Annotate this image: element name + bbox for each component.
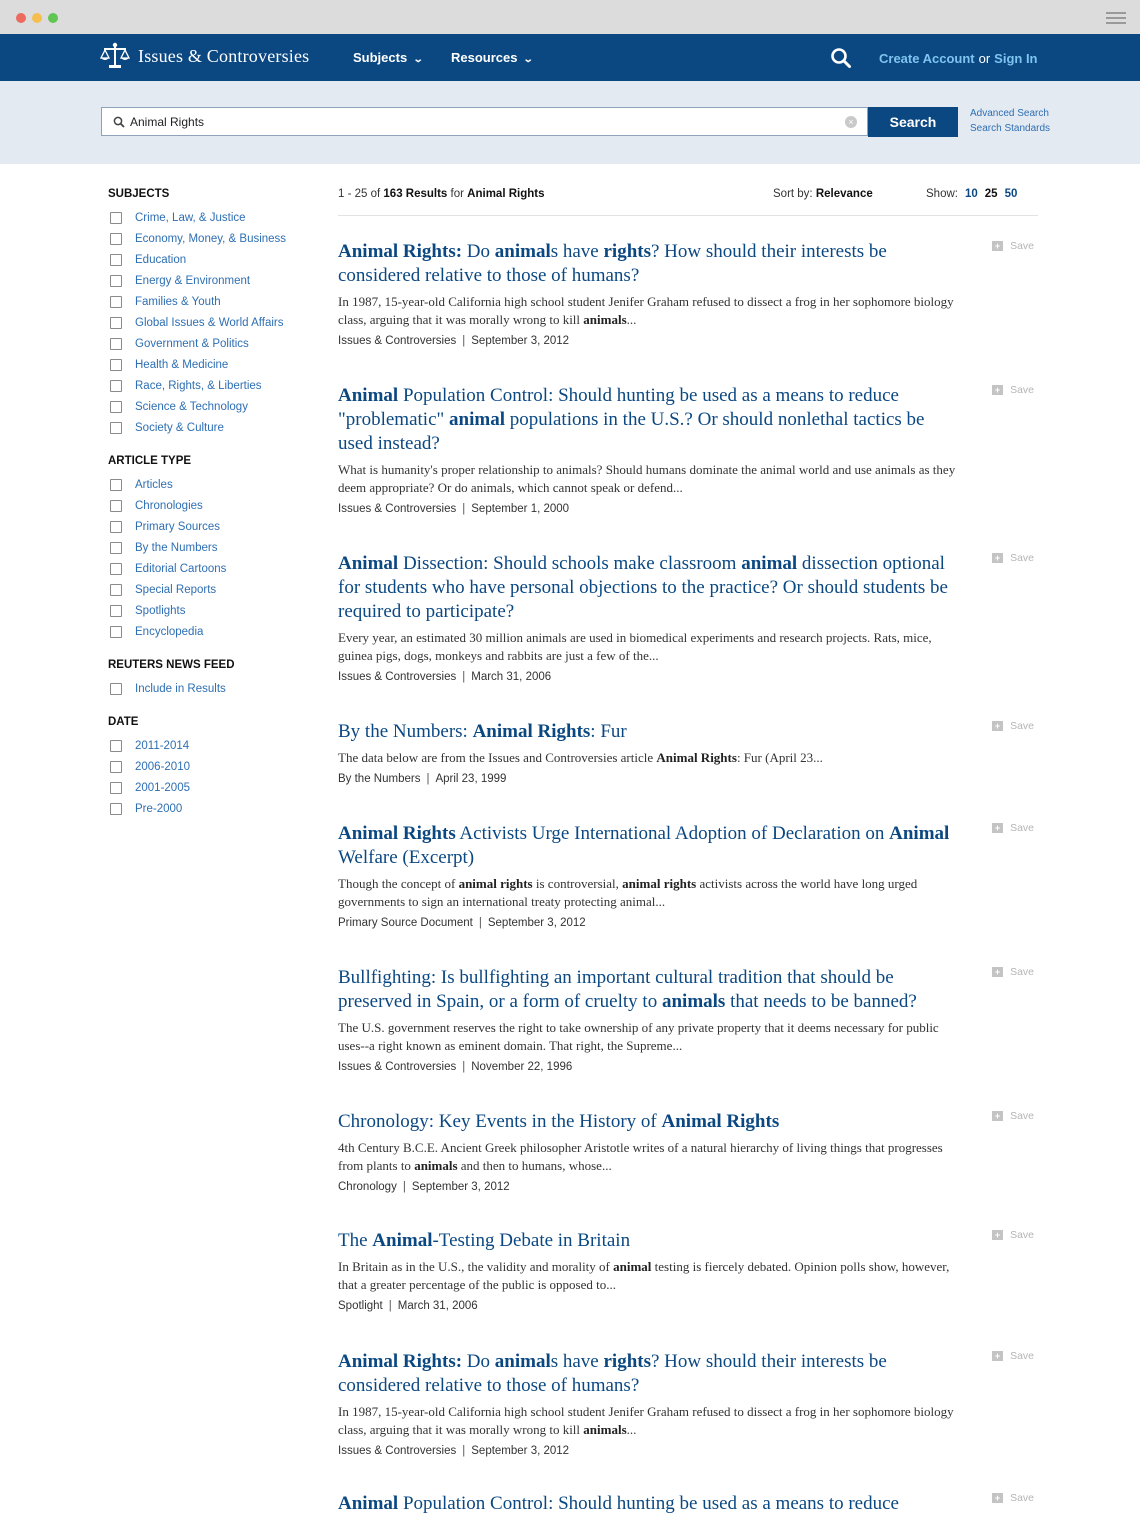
search-result: [338, 966, 1038, 1073]
facet-option-label: Economy, Money, & Business: [135, 232, 287, 245]
resources-menu-label: Resources: [451, 50, 518, 65]
facet-option-label: Race, Rights, & Liberties: [135, 379, 262, 392]
save-button[interactable]: [992, 384, 1034, 396]
text-segment: testing is fiercely debated. Opinion polls show, however, that a greater percentage of the public is opposed to...: [338, 1259, 950, 1292]
text-segment: Bullfighting: Is bullfighting an important cultural tradition that should be preserved in Spain, or a form of cruelty to: [338, 967, 894, 1012]
result-snippet: [338, 1258, 963, 1294]
search-input[interactable]: [130, 112, 830, 132]
highlighted-term: Animal Rights:: [338, 1351, 463, 1372]
site-title: Issues & Controversies: [138, 45, 310, 66]
checkbox[interactable]: [110, 212, 122, 224]
text-segment: populations in the U.S.? Or should nonlethal tactics be used instead?: [338, 409, 925, 454]
text-segment: dissection optional for students who have personal objections to the practice? Or should students be required to participate?: [338, 553, 948, 622]
text-segment: The: [338, 1230, 373, 1251]
checkbox[interactable]: [110, 782, 122, 794]
save-button[interactable]: [992, 822, 1034, 834]
save-folder-icon: +: [992, 1111, 1003, 1121]
result-snippet: [338, 629, 963, 665]
save-folder-icon: +: [992, 385, 1003, 395]
text-segment: ...: [626, 312, 637, 327]
facet-group: [108, 714, 308, 819]
search-result: [338, 552, 1038, 683]
highlighted-term: animals: [583, 1422, 627, 1437]
checkbox[interactable]: [110, 542, 122, 554]
search-icon: [113, 116, 125, 128]
facet-option-label: Energy & Environment: [135, 274, 251, 287]
text-segment: By the Numbers:: [338, 721, 473, 742]
minimize-window-dot[interactable]: [32, 13, 42, 23]
search-band: [0, 81, 1140, 164]
checkbox[interactable]: [110, 803, 122, 815]
results-header: [338, 186, 1038, 216]
result-query: Animal Rights: [467, 188, 545, 200]
facet-option-label: Education: [135, 253, 187, 266]
text-segment: Do: [462, 1351, 495, 1372]
checkbox[interactable]: [110, 626, 122, 638]
save-label: Save: [1010, 822, 1034, 834]
result-source: Issues & Controversies: [338, 671, 457, 683]
text-segment: The data below are from the Issues and Controversies article: [338, 750, 657, 765]
text-segment: ? How should their interests be considered relative to those of humans?: [338, 241, 887, 286]
save-folder-icon: +: [992, 1230, 1003, 1240]
search-result: [338, 1110, 1038, 1193]
result-snippet: [338, 461, 963, 497]
highlighted-term: Animal Rights:: [338, 241, 463, 262]
save-folder-icon: +: [992, 967, 1003, 977]
facet-option-label: Science & Technology: [135, 400, 248, 413]
save-button[interactable]: [992, 1350, 1034, 1362]
highlighted-term: Animal Rights: [338, 823, 456, 844]
checkbox[interactable]: [110, 563, 122, 575]
facet-option[interactable]: [108, 600, 308, 621]
search-box: [101, 107, 868, 136]
text-segment: Population Control: Should hunting be used as a means to reduce "problematic": [338, 385, 899, 430]
search-result: [338, 1350, 1038, 1457]
result-source: Issues & Controversies: [338, 1445, 457, 1457]
result-meta: [338, 671, 1038, 683]
checkbox[interactable]: [110, 380, 122, 392]
meta-separator: |: [426, 773, 430, 785]
text-segment: -Testing Debate in Britain: [432, 1230, 631, 1251]
highlighted-term: animal: [494, 241, 551, 262]
highlighted-term: animals: [414, 1158, 458, 1173]
highlighted-term: animal: [449, 409, 505, 430]
show-50-option[interactable]: 50: [1004, 188, 1018, 200]
result-meta: [338, 1061, 1038, 1073]
text-segment: ...: [626, 1422, 637, 1437]
facet-title: ARTICLE TYPE: [108, 455, 192, 467]
facet-option-label: Encyclopedia: [135, 625, 204, 638]
facet-option[interactable]: [108, 537, 308, 558]
result-meta: [338, 773, 1038, 785]
result-date: March 31, 2006: [471, 671, 552, 683]
facet-option[interactable]: [108, 207, 308, 228]
facet-option-label: Health & Medicine: [135, 358, 229, 371]
highlighted-term: Animal: [372, 1230, 433, 1251]
facet-sidebar: [108, 186, 308, 834]
facet-option-label: Global Issues & World Affairs: [135, 316, 284, 329]
text-segment: that needs to be banned?: [725, 991, 917, 1012]
result-source: Primary Source Document: [338, 917, 473, 929]
result-meta: [338, 1445, 1038, 1457]
facet-group: [108, 453, 308, 642]
facet-option-label: 2011-2014: [135, 739, 190, 752]
show-label: Show:: [926, 188, 958, 200]
text-segment: is controversial,: [532, 876, 623, 891]
facet-title: DATE: [108, 716, 139, 728]
result-snippet: [338, 875, 963, 911]
result-date: September 3, 2012: [411, 1181, 510, 1193]
save-label: Save: [1010, 1350, 1034, 1362]
facet-option-label: Society & Culture: [135, 421, 224, 434]
facet-option[interactable]: [108, 756, 308, 777]
result-title-link[interactable]: [338, 552, 963, 624]
highlighted-term: animals: [583, 312, 627, 327]
subjects-menu[interactable]: [353, 50, 423, 65]
save-button[interactable]: [992, 1492, 1034, 1504]
show-25-option[interactable]: 25: [984, 188, 998, 200]
chevron-down-icon: ⌄: [412, 54, 424, 65]
facet-option[interactable]: [108, 249, 308, 270]
result-meta: [338, 917, 1038, 929]
result-source: Chronology: [338, 1181, 397, 1193]
subjects-menu-label: Subjects: [353, 50, 408, 65]
or-text: or: [978, 51, 991, 66]
text-segment: activists across the world have long urged governments to sign an international treaty protecting animal...: [338, 876, 918, 909]
site-logo[interactable]: [100, 42, 309, 70]
text-segment: Population Control: Should hunting be used as a means to reduce: [398, 1493, 899, 1514]
chevron-down-icon: ⌄: [523, 54, 535, 65]
facet-title: REUTERS NEWS FEED: [108, 659, 235, 671]
save-label: Save: [1010, 384, 1034, 396]
text-segment: ? How should their interests be considered relative to those of humans?: [338, 1351, 887, 1396]
facet-option-label: Families & Youth: [135, 295, 221, 308]
close-window-dot[interactable]: [16, 13, 26, 23]
result-title-link[interactable]: [338, 720, 963, 744]
facet-option[interactable]: [108, 798, 308, 819]
meta-separator: |: [462, 1061, 466, 1073]
search-result: [338, 1492, 1038, 1516]
checkbox[interactable]: [110, 254, 122, 266]
checkbox[interactable]: [110, 605, 122, 617]
highlighted-term: animal rights: [458, 876, 533, 891]
hamburger-menu-icon[interactable]: [1106, 12, 1126, 25]
result-date: April 23, 1999: [435, 773, 507, 785]
show-10-option[interactable]: 10: [964, 188, 978, 200]
result-snippet: [338, 749, 963, 767]
save-folder-icon: +: [992, 1351, 1003, 1361]
highlighted-term: Animal Rights: [656, 750, 737, 765]
result-date: September 3, 2012: [471, 1445, 570, 1457]
checkbox[interactable]: [110, 359, 122, 371]
highlighted-term: animal: [613, 1259, 652, 1274]
save-label: Save: [1010, 720, 1034, 732]
search-results: [338, 186, 1038, 1514]
facet-option[interactable]: [108, 678, 308, 699]
search-button[interactable]: Search: [868, 107, 958, 137]
checkbox[interactable]: [110, 338, 122, 350]
highlighted-term: Animal: [338, 1493, 399, 1514]
clear-search-icon[interactable]: ×: [845, 116, 857, 128]
facet-title: SUBJECTS: [108, 188, 170, 200]
facet-option-label: 2001-2005: [135, 781, 190, 794]
facet-option[interactable]: [108, 579, 308, 600]
text-segment: Do: [462, 241, 495, 262]
facet-group: [108, 657, 308, 699]
checkbox[interactable]: [110, 422, 122, 434]
save-label: Save: [1010, 552, 1034, 564]
facet-option-label: Government & Politics: [135, 337, 249, 350]
facet-option[interactable]: [108, 474, 308, 495]
facet-option-label: Articles: [135, 478, 173, 491]
sort-control[interactable]: [773, 188, 873, 200]
facet-option[interactable]: [108, 777, 308, 798]
search-result: [338, 1229, 1038, 1312]
highlighted-term: Animal Rights: [661, 1111, 780, 1132]
result-source: By the Numbers: [338, 773, 421, 785]
facet-option-label: Chronologies: [135, 499, 203, 512]
meta-separator: |: [478, 917, 482, 929]
facet-option-label: Crime, Law, & Justice: [135, 211, 246, 224]
save-label: Save: [1010, 1110, 1034, 1122]
save-button[interactable]: [992, 240, 1034, 252]
facet-option-label: Editorial Cartoons: [135, 562, 227, 575]
account-links: [879, 51, 1038, 66]
text-segment: 4th Century B.C.E. Ancient Greek philosopher Aristotle writes of a natural hierarchy of living things that progresses from plants to: [338, 1140, 943, 1173]
result-snippet: [338, 293, 963, 329]
text-segment: and then to humans, whose...: [457, 1158, 612, 1173]
highlighted-term: Animal Rights: [472, 721, 591, 742]
save-folder-icon: +: [992, 1493, 1003, 1503]
save-button[interactable]: [992, 720, 1034, 732]
page-size-control: [926, 188, 1017, 200]
facet-option[interactable]: [108, 396, 308, 417]
facet-option-label: Pre-2000: [135, 802, 183, 815]
search-result: [338, 822, 1038, 929]
save-folder-icon: +: [992, 721, 1003, 731]
highlighted-term: animal: [494, 1351, 551, 1372]
result-title-link[interactable]: [338, 966, 963, 1014]
search-result: [338, 720, 1038, 785]
checkbox[interactable]: [110, 740, 122, 752]
text-segment: Welfare (Excerpt): [338, 847, 475, 868]
result-title-link[interactable]: [338, 384, 963, 456]
facet-option[interactable]: [108, 558, 308, 579]
result-title-link[interactable]: [338, 1492, 963, 1516]
text-segment: In Britain as in the U.S., the validity and morality of: [338, 1259, 614, 1274]
search-links: [970, 106, 1050, 136]
checkbox[interactable]: [110, 296, 122, 308]
result-for-text: for: [450, 188, 464, 200]
scales-of-justice-icon: [100, 42, 130, 70]
result-meta: [338, 1300, 1038, 1312]
text-segment: In 1987, 15-year-old California high school student Jenifer Graham refused to dissect a frog in her sophomore biology class, arguing that it was morally wrong to kill: [338, 294, 954, 327]
text-segment: s have: [550, 1351, 604, 1372]
checkbox[interactable]: [110, 401, 122, 413]
checkbox[interactable]: [110, 317, 122, 329]
save-label: Save: [1010, 1229, 1034, 1241]
checkbox[interactable]: [110, 500, 122, 512]
result-source: Spotlight: [338, 1300, 383, 1312]
facet-option-label: By the Numbers: [135, 541, 218, 554]
save-button[interactable]: [992, 966, 1034, 978]
sort-label: Sort by:: [773, 188, 813, 200]
facet-option[interactable]: [108, 495, 308, 516]
result-date: November 22, 1996: [471, 1061, 573, 1073]
highlighted-term: rights: [603, 241, 651, 262]
save-label: Save: [1010, 1492, 1034, 1504]
meta-separator: |: [462, 671, 466, 683]
text-segment: : Fur: [590, 721, 627, 742]
result-source: Issues & Controversies: [338, 1061, 457, 1073]
result-count: [338, 188, 544, 200]
facet-option-label: Special Reports: [135, 583, 217, 596]
resources-menu[interactable]: [451, 50, 533, 65]
maximize-window-dot[interactable]: [48, 13, 58, 23]
result-title-link[interactable]: [338, 1110, 963, 1134]
facet-option[interactable]: [108, 333, 308, 354]
highlighted-term: animals: [661, 991, 726, 1012]
result-title-link[interactable]: [338, 1350, 963, 1398]
result-date: September 1, 2000: [471, 503, 570, 515]
text-segment: Though the concept of: [338, 876, 459, 891]
checkbox[interactable]: [110, 584, 122, 596]
facet-option[interactable]: [108, 354, 308, 375]
result-source: Issues & Controversies: [338, 503, 457, 515]
facet-option[interactable]: [108, 417, 308, 438]
meta-separator: |: [462, 335, 466, 347]
text-segment: Activists Urge International Adoption of Declaration on: [455, 823, 890, 844]
text-segment: The U.S. government reserves the right to take ownership of any private property that it deems necessary for public uses--a right known as eminent domain. That right, the Supreme...: [338, 1020, 939, 1053]
browser-chrome: [0, 0, 1140, 34]
result-snippet: [338, 1139, 963, 1175]
search-standards-link[interactable]: Search Standards: [970, 123, 1051, 134]
save-button[interactable]: [992, 1110, 1034, 1122]
result-meta: [338, 335, 1038, 347]
result-range: 1 - 25 of: [338, 188, 381, 200]
facet-option[interactable]: [108, 735, 308, 756]
checkbox[interactable]: [110, 479, 122, 491]
highlighted-term: animal rights: [622, 876, 697, 891]
save-button[interactable]: [992, 552, 1034, 564]
facet-option[interactable]: [108, 375, 308, 396]
checkbox[interactable]: [110, 275, 122, 287]
facet-option-label: Primary Sources: [135, 520, 220, 533]
sort-value[interactable]: Relevance: [815, 188, 873, 200]
text-segment: Dissection: Should schools make classroom: [398, 553, 742, 574]
sign-in-link[interactable]: Sign In: [994, 51, 1038, 66]
text-segment: s have: [550, 241, 604, 262]
facet-option[interactable]: [108, 270, 308, 291]
save-label: Save: [1010, 966, 1034, 978]
result-date: September 3, 2012: [471, 335, 570, 347]
result-date: September 3, 2012: [487, 917, 586, 929]
top-navigation: [0, 34, 1140, 81]
save-label: Save: [1010, 240, 1034, 252]
result-title-link[interactable]: [338, 822, 963, 870]
search-result: [338, 384, 1038, 515]
checkbox[interactable]: [110, 521, 122, 533]
highlighted-term: animal: [741, 553, 798, 574]
meta-separator: |: [402, 1181, 406, 1193]
text-segment: : Fur (April 23...: [736, 750, 823, 765]
facet-group: [108, 186, 308, 438]
checkbox[interactable]: [110, 233, 122, 245]
facet-option[interactable]: [108, 516, 308, 537]
facet-option-label: 2006-2010: [135, 760, 190, 773]
result-source: Issues & Controversies: [338, 335, 457, 347]
meta-separator: |: [462, 1445, 466, 1457]
save-button[interactable]: [992, 1229, 1034, 1241]
save-folder-icon: +: [992, 553, 1003, 563]
facet-option-label: Spotlights: [135, 604, 186, 617]
highlighted-term: Animal: [889, 823, 950, 844]
result-date: March 31, 2006: [397, 1300, 478, 1312]
meta-separator: |: [462, 503, 466, 515]
text-segment: What is humanity's proper relationship to animals? Should humans dominate the animal world and use animals as they deem appropriate? Or do animals, which cannot speak or defend...: [338, 462, 956, 495]
search-result: [338, 240, 1038, 347]
result-snippet: [338, 1403, 963, 1439]
text-segment: Every year, an estimated 30 million animals are used in biomedical experiments and research projects. Rats, mice, guinea pigs, dogs, monkeys and rabbits are just a few of the...: [338, 630, 932, 663]
facet-option-label: Include in Results: [135, 682, 226, 695]
result-snippet: [338, 1019, 963, 1055]
highlighted-term: Animal: [338, 553, 399, 574]
result-total: 163 Results: [383, 188, 448, 200]
meta-separator: |: [388, 1300, 392, 1312]
highlighted-term: Animal: [338, 385, 399, 406]
checkbox[interactable]: [110, 683, 122, 695]
save-folder-icon: +: [992, 241, 1003, 251]
highlighted-term: rights: [603, 1351, 651, 1372]
result-title-link[interactable]: [338, 240, 963, 288]
result-meta: [338, 503, 1038, 515]
facet-option[interactable]: [108, 621, 308, 642]
facet-option[interactable]: [108, 312, 308, 333]
checkbox[interactable]: [110, 761, 122, 773]
advanced-search-link[interactable]: Advanced Search: [970, 108, 1049, 119]
facet-option[interactable]: [108, 291, 308, 312]
result-meta: [338, 1181, 1038, 1193]
text-segment: Chronology: Key Events in the History of: [338, 1111, 662, 1132]
save-folder-icon: +: [992, 823, 1003, 833]
text-segment: In 1987, 15-year-old California high school student Jenifer Graham refused to dissect a frog in her sophomore biology class, arguing that it was morally wrong to kill: [338, 1404, 954, 1437]
search-icon[interactable]: [830, 47, 852, 74]
facet-option[interactable]: [108, 228, 308, 249]
create-account-link[interactable]: Create Account: [879, 51, 975, 66]
result-title-link[interactable]: [338, 1229, 963, 1253]
